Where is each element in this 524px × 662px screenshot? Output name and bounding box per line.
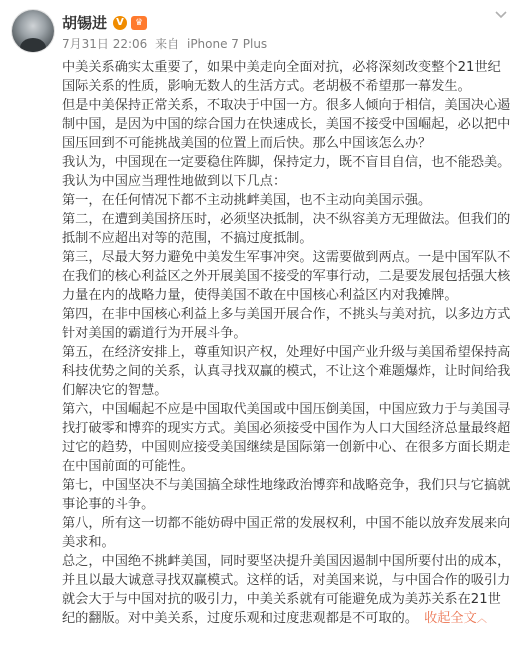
paragraph: 总之，中国绝不挑衅美国，同时要坚决提升美国因遏制中国所要付出的成本，并且以最大诚意寻找双赢模式。这样的话，对美国来说，与中国合作的吸引力就会大于与中国对抗的吸引力，中美关系就有可能避免成为美苏关系在21世纪的翻版。对中美关系，过度乐观和过度悲观都是不可取的。 — [62, 554, 511, 626]
post-body — [62, 58, 512, 629]
paragraph: 第一，在任何情况下都不主动挑衅美国，也不主动向美国示强。 — [62, 193, 432, 208]
crown-icon: ♛ — [131, 16, 147, 30]
chevron-up-icon: ︿ — [476, 614, 487, 625]
collapse-link[interactable] — [424, 611, 487, 626]
post-meta — [62, 35, 271, 52]
paragraph: 第二，在遭到美国挤压时，必须坚决抵制，决不纵容美方无理做法。但我们的抵制不应超出对等的范围，不搞过度抵制。 — [62, 212, 511, 246]
paragraph: 第八，所有这一切都不能妨碍中国正常的发展权利，中国不能以放弃发展来向美求和。 — [62, 516, 511, 550]
paragraph: 第五，在经济安排上，尊重知识产权，处理好中国产业升级与美国希望保持高科技优势之间的关系，认真寻找双赢的模式，不让这个难题爆炸，让时间给我们解决它的智慧。 — [62, 345, 511, 398]
paragraph: 第四，在非中国核心利益上多与美国开展合作，不挑头与美对抗，以多边方式针对美国的霸道行为开展斗争。 — [62, 307, 511, 341]
paragraph: 第六，中国崛起不应是中国取代美国或中国压倒美国，中国应致力于与美国寻找打破零和博弈的现实方式。美国必须接受中国作为人口大国经济总量最终超过它的趋势，中国则应接受美国继续是国际第一创新中心、在很多方面长期走在中国前面的可能性。 — [62, 402, 511, 474]
paragraph: 但是中美保持正常关系，不取决于中国一方。很多人倾向于相信，美国决心遏制中国，是因为中国的综合国力在快速成长，美国不接受中国崛起，必以把中国压回到不可能挑战美国的位置上而后快。那么中国该怎么办？ — [62, 98, 511, 151]
collapse-label: 收起全文 — [424, 611, 477, 626]
user-name[interactable]: 胡锡进 — [62, 14, 108, 32]
paragraph: 中美关系确实太重要了，如果中美走向全面对抗，必将深刻改变整个21世纪国际关系的性质，影响无数人的生活方式。老胡极不希望那一幕发生。 — [62, 60, 501, 94]
user-name-row — [62, 12, 147, 33]
verified-icon: V — [113, 16, 127, 30]
paragraph: 我认为，中国现在一定要稳住阵脚，保持定力，既不盲目自信，也不能恐美。 — [62, 155, 511, 170]
paragraph: 第三，尽最大努力避免中美发生军事冲突。这需要做到两点。一是中国军队不在我们的核心利益区之外开展美国不接受的军事行动，二是要发展包括强大核力量在内的战略力量，使得美国不敢在中国核心利益区内对我摊牌。 — [62, 250, 511, 303]
paragraph: 第七，中国坚决不与美国搞全球性地缘政治博弈和战略竞争，我们只与它搞就事论事的斗争。 — [62, 478, 511, 512]
paragraph: 我认为中国应当理性地做到以下几点： — [62, 174, 287, 189]
source-prefix: 来自 — [155, 37, 180, 51]
avatar[interactable] — [12, 10, 54, 52]
post-date[interactable]: 7月31日 22:06 — [62, 37, 148, 51]
paragraph-last — [62, 552, 512, 629]
post-device: iPhone 7 Plus — [186, 37, 268, 51]
chevron-down-icon[interactable] — [492, 10, 510, 24]
